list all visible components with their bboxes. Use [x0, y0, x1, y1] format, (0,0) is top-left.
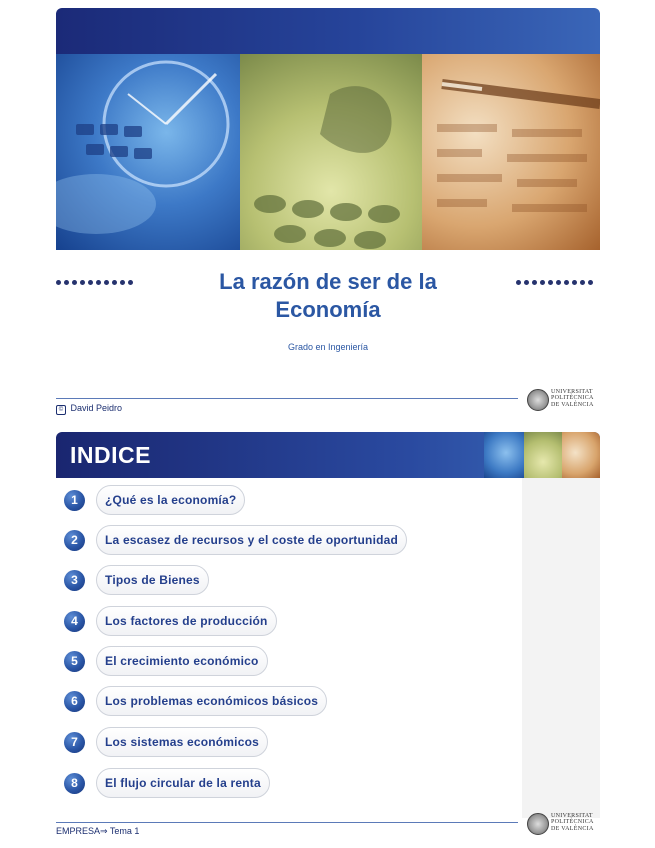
item-label[interactable]: La escasez de recursos y el coste de oportunidad [96, 525, 407, 555]
copyright-icon: © [56, 405, 66, 415]
item-number-badge: 4 [64, 611, 85, 632]
logo-line-1: UNIVERSITAT [551, 389, 593, 395]
item-label[interactable]: El crecimiento económico [96, 646, 268, 676]
title-line-2: Economía [275, 297, 381, 322]
presentation-title [160, 268, 496, 324]
pen-document-photo [422, 54, 600, 250]
index-title: INDICE [70, 442, 151, 468]
thumbnail-calculator-photo [524, 432, 562, 478]
clock-calculator-photo [56, 54, 240, 250]
item-number-badge: 7 [64, 732, 85, 753]
item-number-badge: 6 [64, 691, 85, 712]
logo-line-3: DE VALÈNCIA [551, 825, 594, 832]
item-number-badge: 8 [64, 773, 85, 794]
arrow-icon: ⇒ [100, 826, 108, 836]
footer-course: EMPRESA [56, 826, 101, 836]
slide-footer [56, 826, 139, 837]
author-credit [56, 403, 122, 415]
logo-line-2: POLITÈCNICA [551, 395, 594, 402]
thumbnail-pen-photo [562, 432, 600, 478]
item-number-badge: 3 [64, 570, 85, 591]
item-label[interactable]: Los problemas económicos básicos [96, 686, 327, 716]
item-number-badge: 1 [64, 490, 85, 511]
item-label[interactable]: El flujo circular de la renta [96, 768, 270, 798]
cover-banner [56, 8, 600, 54]
calculator-map-photo [240, 54, 422, 250]
logo-line-3: DE VALÈNCIA [551, 401, 594, 408]
footer-rule [56, 822, 518, 823]
university-logo [527, 388, 601, 410]
logo-line-1: UNIVERSITAT [551, 813, 593, 819]
decorative-dots-right [516, 280, 593, 286]
title-line-1: La razón de ser de la [219, 269, 437, 294]
item-label[interactable]: Los sistemas económicos [96, 727, 268, 757]
thumbnail-clock-photo [484, 432, 524, 478]
index-header [56, 432, 600, 478]
item-number-badge: 2 [64, 530, 85, 551]
university-logo [527, 812, 601, 834]
item-label[interactable]: ¿Qué es la economía? [96, 485, 245, 515]
index-slide [0, 424, 655, 848]
university-seal-icon [527, 813, 549, 835]
item-label[interactable]: Los factores de producción [96, 606, 277, 636]
university-seal-icon [527, 389, 549, 411]
footer-topic: Tema 1 [109, 826, 140, 836]
presentation-subtitle: Grado en Ingeniería [287, 342, 369, 352]
side-panel [522, 476, 600, 818]
decorative-dots-left [56, 280, 133, 286]
item-number-badge: 5 [64, 651, 85, 672]
author-name: David Peidro [70, 403, 123, 413]
logo-line-2: POLITÈCNICA [551, 819, 594, 826]
footer-rule [56, 398, 518, 399]
item-label[interactable]: Tipos de Bienes [96, 565, 209, 595]
